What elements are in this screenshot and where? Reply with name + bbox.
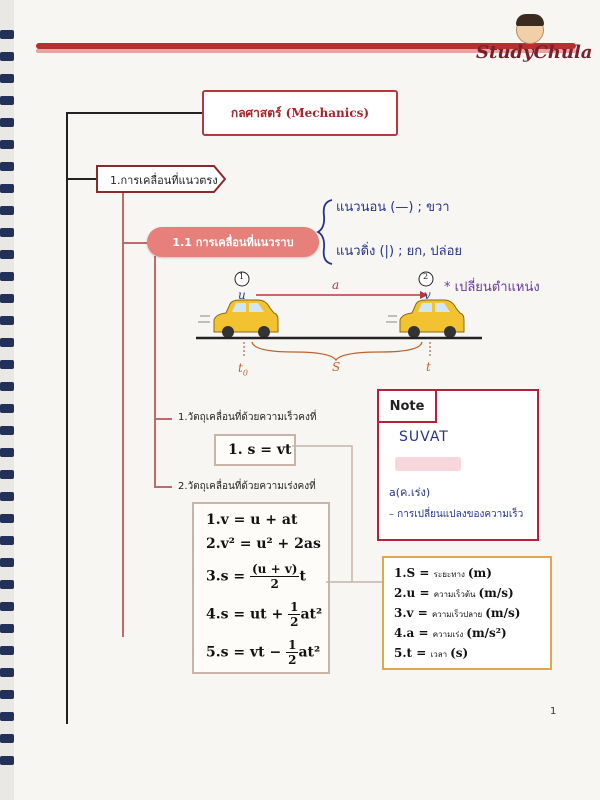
t0-label: $t_0$ [238, 361, 248, 378]
acceleration-label: a [332, 278, 340, 292]
handwritten-horizontal-note: แนวนอน (—) ; ขวา [336, 200, 450, 215]
logo-text: StudyChula [476, 42, 593, 63]
studychula-logo [476, 14, 593, 70]
section-branch-line [122, 192, 124, 637]
note-highlight-mark [395, 457, 461, 471]
variable-legend-box [382, 556, 552, 670]
final-velocity-label: v [424, 288, 431, 302]
legend-num: 2. [394, 586, 407, 600]
equation-4: 4.s = ut + $\frac{1}{2}$ at² [206, 600, 323, 629]
tree-title-connector [66, 112, 202, 114]
page-title: กลศาสตร์ (Mechanics) [202, 90, 398, 136]
legend-eq: = [412, 646, 431, 660]
initial-velocity-label: u [238, 288, 246, 302]
legend-sym: a [406, 626, 415, 640]
motion-diagram [194, 268, 484, 380]
legend-row [394, 586, 514, 601]
constant-velocity-equation-box: 1. s = vt [214, 434, 296, 466]
note-box [377, 389, 539, 541]
tree-trunk-line [66, 112, 68, 724]
subsection-branch-line [154, 256, 156, 488]
legend-unit: (m/s) [485, 606, 521, 620]
legend-eq: = [415, 566, 434, 580]
equation-5: 5.s = vt − $\frac{1}{2}$ at² [206, 638, 321, 667]
handwritten-position-change-note: * เปลี่ยนตำแหน่ง [444, 280, 540, 295]
point-1-label: 1 [239, 272, 245, 281]
brace-icon [316, 198, 336, 266]
legend-row [394, 626, 507, 641]
legend-unit: (m) [467, 566, 492, 580]
legend-eq: = [415, 586, 434, 600]
tree-section-connector [66, 178, 96, 180]
legend-num: 3. [394, 606, 407, 620]
legend-unit: (m/s) [478, 586, 514, 600]
note-suvat: SUVAT [399, 429, 449, 445]
legend-desc: ระยะทาง [433, 570, 465, 579]
legend-row [394, 606, 520, 621]
legend-sym: t [406, 646, 413, 660]
handwritten-vertical-note: แนวดิ่ง (|) ; ยก, ปล่อย [336, 244, 463, 259]
subsection-heading: 1.1 การเคลื่อนที่แนวราบ [147, 227, 319, 257]
equation-3: 3.s = $\frac{(u + v)}{2}$ t [206, 562, 306, 591]
point-2-label: 2 [423, 272, 429, 281]
legend-desc: ความเร็วต้น [433, 590, 476, 599]
legend-desc: ความเร่ง [432, 630, 464, 639]
notebook-page [14, 0, 600, 800]
constant-velocity-equation: s = vt [247, 442, 292, 458]
legend-unit: (m/s²) [466, 626, 507, 640]
section-heading: 1.การเคลื่อนที่แนวตรง [110, 174, 218, 187]
displacement-label: S [332, 360, 341, 374]
legend-num: 5. [394, 646, 407, 660]
t-label: t [426, 360, 431, 374]
equation-2: 2.v² = u² + 2as [206, 536, 321, 552]
legend-row [394, 646, 468, 661]
legend-row [394, 566, 492, 581]
legend-sym: S [406, 566, 416, 580]
legend-desc: ความเร็วปลาย [431, 610, 483, 619]
legend-sym: v [406, 606, 414, 620]
item2-connector [154, 486, 172, 488]
legend-unit: (s) [450, 646, 469, 660]
page-number: 1 [550, 706, 557, 717]
subsection-connector [122, 242, 148, 244]
legend-sym: u [406, 586, 416, 600]
constant-velocity-heading: 1.วัตถุเคลื่อนที่ด้วยความเร็วคงที่ [178, 412, 317, 423]
legend-eq: = [413, 606, 432, 620]
legend-num: 4. [394, 626, 407, 640]
item1-connector [154, 418, 172, 420]
legend-num: 1. [394, 566, 407, 580]
note-acceleration: a(ค.เร่ง) [389, 486, 431, 499]
note-title: Note [379, 391, 437, 423]
note-velocity-change: – การเปลี่ยนแปลงของความเร็ว [389, 509, 524, 520]
legend-desc: เวลา [430, 650, 448, 659]
legend-eq: = [414, 626, 433, 640]
legend-connector-lines [292, 440, 384, 590]
equation-1: 1.v = u + at [206, 512, 298, 528]
constant-acceleration-heading: 2.วัตถุเคลื่อนที่ด้วยความเร่งคงที่ [178, 481, 316, 492]
